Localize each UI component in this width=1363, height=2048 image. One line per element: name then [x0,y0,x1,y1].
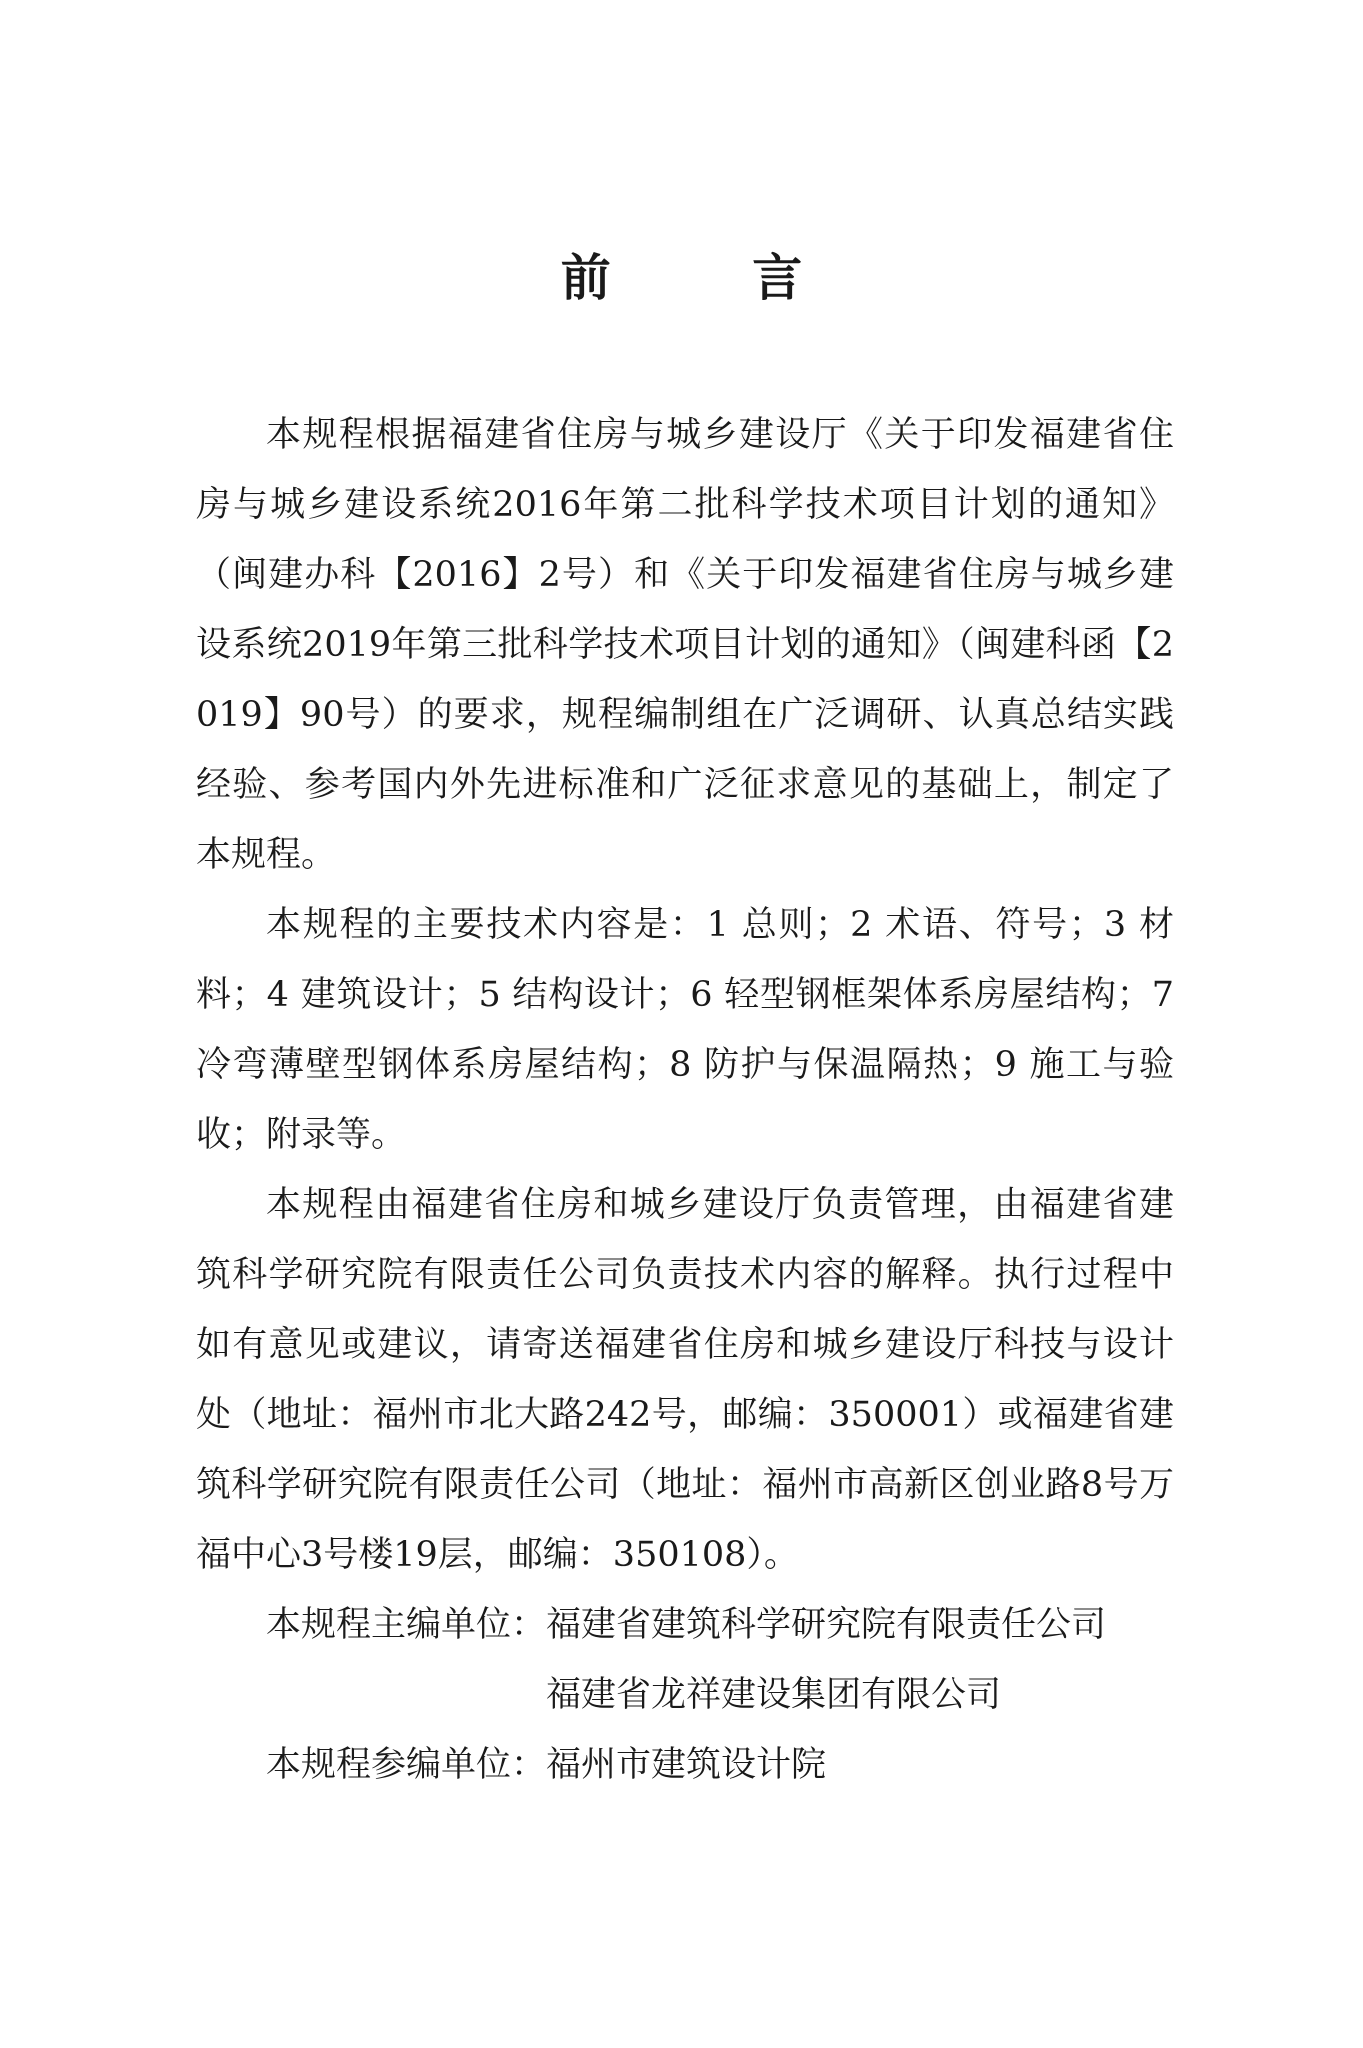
participating-unit-item: 福州市建筑设计院 [546,1745,827,1785]
participating-units-row [196,1730,1174,1800]
chief-unit-item: 福建省建筑科学研究院有限责任公司 [546,1605,1107,1645]
chief-units-row [196,1590,1174,1730]
paragraph-management: 本规程由福建省住房和城乡建设厅负责管理，由福建省建筑科学研究院有限责任公司负责技术内容的解释。执行过程中如有意见或建议，请寄送福建省住房和城乡建设厅科技与设计处（地址：福州市北大路242号，邮编：350001）或福建省建筑科学研究院有限责任公司（地址：福州市高新区创业路8号万福中心3号楼19层，邮编：350108）。 [196,1185,1174,1575]
chief-units-list [546,1590,1106,1730]
preface-body [196,400,1174,1800]
participating-units-list [546,1730,826,1800]
chief-unit-item: 福建省龙祥建设集团有限公司 [546,1675,1002,1715]
paragraph-main-contents: 本规程的主要技术内容是：1 总则；2 术语、符号；3 材料；4 建筑设计；5 结构设计；6 轻型钢框架体系房屋结构；7 冷弯薄壁型钢体系房屋结构；8 防护与保温隔热；9 施工与验收；附录等。 [196,905,1174,1155]
chief-units-label: 本规程主编单位： [266,1605,547,1645]
page-title: 前 言 [560,248,865,307]
paragraph-compilation-basis: 本规程根据福建省住房与城乡建设厅《关于印发福建省住房与城乡建设系统2016年第二批科学技术项目计划的通知》（闽建办科【2016】2号）和《关于印发福建省住房与城乡建设系统2019年第三批科学技术项目计划的通知》（闽建科函【2019】90号）的要求，规程编制组在广泛调研、认真总结实践经验、参考国内外先进标准和广泛征求意见的基础上，制定了本规程。 [196,415,1174,875]
participating-units-label: 本规程参编单位： [266,1745,547,1785]
